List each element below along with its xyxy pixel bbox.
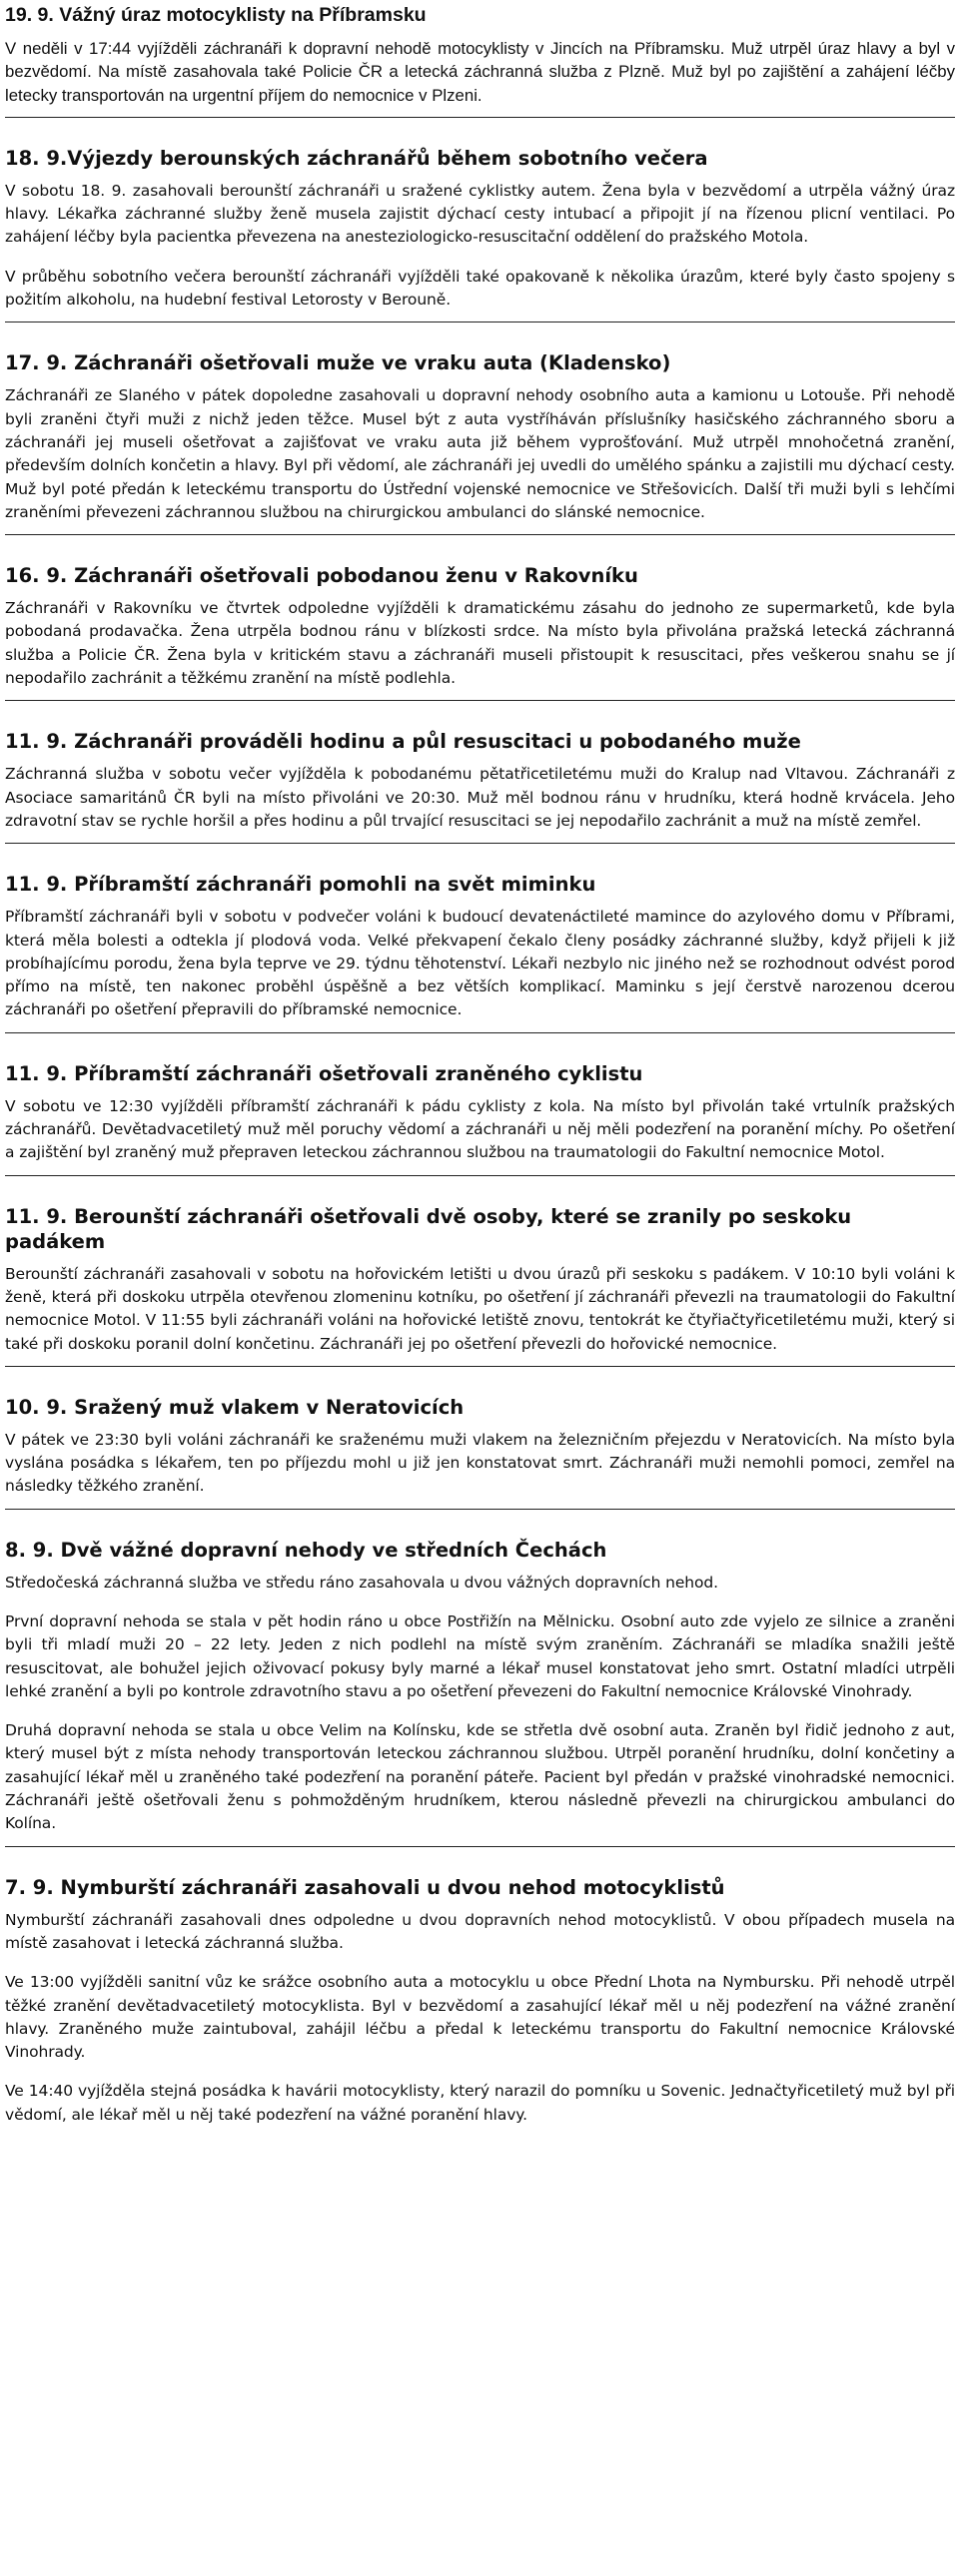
article-title: 11. 9. Záchranáři prováděli hodinu a půl resuscitaci u pobodaného muže: [5, 730, 801, 754]
article-paragraph: Záchranáři ze Slaného v pátek dopoledne zasahovali u dopravní nehody osobního auta a kamionu u Lotouše. Při nehodě byli zraněni čtyři muži z nichž jeden těžce. Musel být z auta vystříháván příslušníky hasičského záchranného sboru a záchranáři jej museli ošetřovat a zajišťovat ve vraku auta již během vyprošťování. Muž utrpěl mnohočetná zranění, především dolních končetin a hlavy. Byl při vědomí, ale záchranáři jej uvedli do umělého spánku a zajistili mu dýchací cesty. Muž byl poté předán k leteckému transportu do Ústřední vojenské nemocnice ve Střešovicích. Další tři muži byli s lehčími zraněními převezeni záchrannou službou na chirurgickou ambulanci do slánské nemocnice.: [5, 386, 955, 521]
article-paragraph: Záchranáři v Rakovníku ve čtvrtek odpoledne vyjížděli k dramatickému zásahu do jednoho ze supermarketů, kde byla pobodaná prodavačka. Žena utrpěla bodnou ránu v blízkosti srdce. Na místo byla přivolána pražská letecká záchranná služba a Policie ČR. Žena byla v kritickém stavu a záchranáři museli přistoupit k resuscitaci, přes veškerou snahu se jí nepodařilo zachránit a těžkému zranění na místě podlehla.: [5, 599, 955, 688]
article: [5, 563, 955, 701]
article-title: 11. 9. Berounští záchranáři ošetřovali dvě osoby, které se zranily po seskoku padákem: [5, 1204, 852, 1253]
article-title: 19. 9. Vážný úraz motocyklisty na Příbramsku: [5, 4, 427, 26]
article-paragraph: V průběhu sobotního večera berounští záchranáři vyjížděli také opakovaně k několika úrazům, které byly často spojeny s požitím alkoholu, na hudební festival Letorosty v Berouně.: [5, 267, 955, 310]
article-paragraph: Středočeská záchranná služba ve středu ráno zasahovala u dvou vážných dopravních nehod.: [5, 1573, 718, 1592]
article: [5, 872, 955, 1032]
article-title: 10. 9. Sražený muž vlakem v Neratovicích: [5, 1395, 465, 1419]
article-title: 17. 9. Záchranáři ošetřovali muže ve vraku auta (Kladensko): [5, 351, 671, 375]
article: [5, 729, 955, 844]
article-paragraph: Nymburští záchranáři zasahovali dnes odpoledne u dvou dopravních nehod motocyklistů. V obou případech musela na místě zasahovat i letecká záchranná služba.: [5, 1910, 955, 1952]
article-paragraph: Druhá dopravní nehoda se stala u obce Velim na Kolínsku, kde se střetla dvě osobní auta. Zraněn byl řidič jednoho z aut, který musel být z místa nehody transportován leteckou záchrannou službou. Utrpěl poranění hrudníku, dolní končetiny a zasahující lékař měl u zraněného také podezření na poranění páteře. Pacient byl předán v pražské vinohradské nemocnici. Záchranáři ještě ošetřovali ženu s pohmožděným hrudníkem, kterou následně převezli na chirurgickou ambulanci do Kolína.: [5, 1721, 955, 1833]
article: [5, 1204, 955, 1367]
article-paragraph: V neděli v 17:44 vyjížděli záchranáři k dopravní nehodě motocyklisty v Jincích na Příbramsku. Muž utrpěl úraz hlavy a byl v bezvědomí. Na místě zasahovala také Policie ČR a letecká záchranná služba z Plzně. Muž byl po zajištění a zahájení léčby letecky transportován na urgentní příjem do nemocnice v Plzeni.: [5, 39, 955, 105]
article-title: 11. 9. Příbramští záchranáři pomohli na svět miminku: [5, 873, 596, 897]
article-title: 8. 9. Dvě vážné dopravní nehody ve středních Čechách: [5, 1538, 607, 1562]
article-title: 11. 9. Příbramští záchranáři ošetřovali zraněného cyklistu: [5, 1061, 643, 1085]
article-paragraph: Příbramští záchranáři byli v sobotu v podvečer voláni k budoucí devatenáctileté mamince do azylového domu v Příbrami, která měla bolesti a odtekla jí plodová voda. Velké překvapení čekalo členy posádky záchranné služby, když přijeli k již probíhajícímu porodu, žena byla teprve ve 29. týdnu těhotenství. Lékaři nezbylo nic jiného než se rozhodnout odvést porod přímo na místě, ten nakonec proběhl úspěšně a bez větších komplikací. Maminku s její čerstvě narozenou dcerou záchranáři po ošetření přepravili do příbramské nemocnice.: [5, 908, 955, 1019]
article-title: 7. 9. Nymburští záchranáři zasahovali u dvou nehod motocyklistů: [5, 1875, 725, 1899]
article: [5, 1061, 955, 1176]
article: [5, 350, 955, 535]
article-title: 16. 9. Záchranáři ošetřovali pobodanou ženu v Rakovníku: [5, 564, 638, 588]
article-paragraph: Ve 14:40 vyjížděla stejná posádka k havárii motocyklisty, který narazil do pomníku u Sovenic. Jednačtyřicetiletý muž byl při vědomí, ale lékař měl u něj také podezření na vážné poranění hlavy.: [5, 2082, 955, 2124]
article: [5, 146, 955, 322]
article: [5, 3, 955, 118]
article: [5, 1875, 955, 2137]
article-paragraph: Záchranná služba v sobotu večer vyjížděla k pobodanému pětatřicetiletému muži do Kralup nad Vltavou. Záchranáři z Asociace samaritánů ČR byli na místo přivoláni ve 20:30. Muž měl bodnou ránu v hrudníku, která hodně krvácela. Jeho zdravotní stav se rychle horšil a přes hodinu a půl trvající resuscitaci se jej nepodařilo zachránit a muž na místě zemřel.: [5, 765, 955, 830]
article-paragraph: V pátek ve 23:30 byli voláni záchranáři ke sraženému muži vlakem na železničním přejezdu v Neratovicích. Na místo byla vyslána posádka s lékařem, ten po příjezdu mohl u již jen konstatovat smrt. Záchranáři muži nemohli pomoci, zemřel na následky těžkého zranění.: [5, 1430, 955, 1496]
article-title: 18. 9.Výjezdy berounských záchranářů během sobotního večera: [5, 146, 708, 170]
article: [5, 1395, 955, 1510]
article-paragraph: V sobotu ve 12:30 vyjížděli příbramští záchranáři k pádu cyklisty z kola. Na místo byl přivolán také vrtulník pražských záchranářů. Devětadvacetiletý muž měl poruchy vědomí a záchranáři u něj měli podezření na poranění míchy. Po ošetření a zajištění byl zraněný muž přepraven leteckou záchrannou službou na traumatologii do Fakultní nemocnice Motol.: [5, 1096, 955, 1162]
article-paragraph: Berounští záchranáři zasahovali v sobotu na hořovickém letišti u dvou úrazů při seskoku s padákem. V 10:10 byli voláni k ženě, která při doskoku utrpěla otevřenou zlomeninu kotníku, po ošetření jí záchranáři převezli na traumatologii do Fakultní nemocnice Motol. V 11:55 byli záchranáři voláni na hořovické letiště znovu, tentokrát ke čtyřiačtyřicetiletému muži, který si také při doskoku poranil dolní končetinu. Záchranáři jej po ošetření převezli do hořovické nemocnice.: [5, 1264, 955, 1353]
article: [5, 1538, 955, 1847]
article-paragraph: V sobotu 18. 9. zasahovali berounští záchranáři u sražené cyklistky autem. Žena byla v bezvědomí a utrpěla vážný úraz hlavy. Lékařka záchranné služby ženě musela zajistit dýchací cesty intubací a připojit jí na řízenou plicní ventilaci. Po zahájení léčby byla pacientka převezena na anesteziologicko-resuscitační oddělení do pražského Motola.: [5, 181, 955, 247]
article-paragraph: Ve 13:00 vyjížděli sanitní vůz ke srážce osobního auta a motocyklu u obce Přední Lhota na Nymbursku. Při nehodě utrpěl těžké zranění devětadvacetiletý motocyklista. Byl v bezvědomí a zasahující lékař měl u něj podezření na vážné zranění hlavy. Zraněného muže zaintuboval, zahájil léčbu a předal k leteckému transportu do Fakultní nemocnice Královské Vinohrady.: [5, 1973, 955, 2062]
article-paragraph: První dopravní nehoda se stala v pět hodin ráno u obce Postřižín na Mělnicku. Osobní auto zde vyjelo ze silnice a zraněni byli tři mladí muži 20 – 22 lety. Jeden z nich podlehl na místě svým zraněním. Záchranáři se mladíka snažili ještě resuscitovat, ale bohužel jejich oživovací pokusy byly marné a lékař musel konstatovat jeho smrt. Ostatní mladíci utrpěli lehké zranění a byli po kontrole zdravotního stavu a po ošetření převezeni do Fakultní nemocnice Královské Vinohrady.: [5, 1611, 955, 1700]
